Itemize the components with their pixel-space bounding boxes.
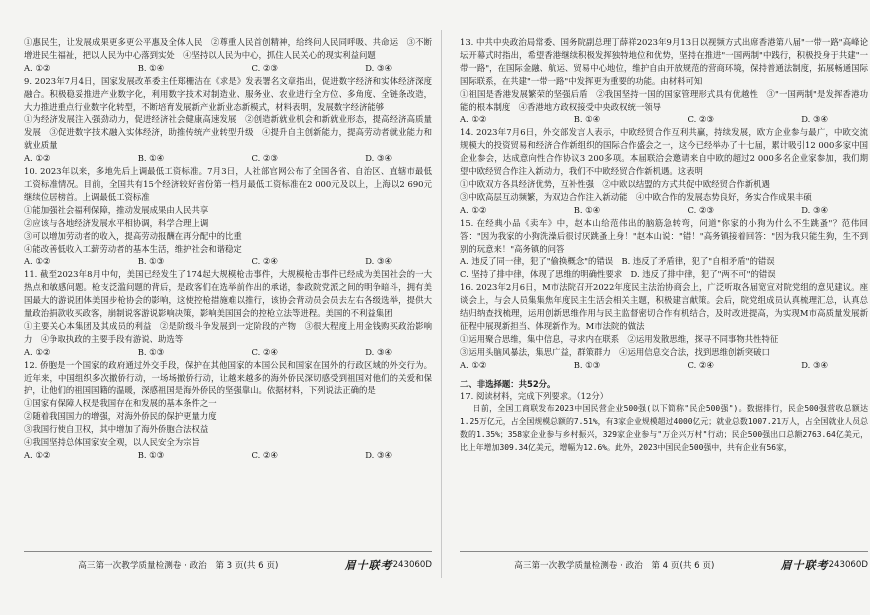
q13-items: ①祖国是香港发展繁荣的坚强后盾 ②我国坚持一国的国家管理形式具有优越性 ③"一国两制"是发挥香港功能的根本制度 ④香港地方政权接受中央政权统一领导 bbox=[460, 88, 868, 112]
choice: D. ③④ bbox=[801, 114, 828, 125]
paper-code: 243060D bbox=[828, 560, 868, 570]
choice: D. ③④ bbox=[365, 153, 392, 164]
q16-item: ③运用头脑风暴法，集思广益，群策群力 ④运用信息交合法，找到思维创新突破口 bbox=[460, 346, 770, 357]
q16-item: ①运用聚合思维，集中信息，寻求内在联系 ②运用发散思维，探寻不同事物共性特征 bbox=[460, 333, 779, 344]
choice: A. ①② bbox=[24, 346, 51, 357]
choice: D. ③④ bbox=[365, 346, 392, 357]
choice: D. ③④ bbox=[801, 204, 828, 215]
intro-choices bbox=[24, 62, 432, 75]
left-footer bbox=[24, 551, 432, 573]
left-column bbox=[24, 36, 432, 462]
q12-stem: 12. 侨胞是一个国家的政府通过外交手段，保护在其他国家的本国公民和国家在国外的行政区域的外交行为。近年来，中国组织多次撤侨行动，一场场撤侨行动，让越来越多的海外侨民深切感受到祖国对他们的关爱和保护，让他们的祖国国籍的温暖，深感祖国是海外侨民的坚强靠山。依据材料，下列说法正确的是 bbox=[24, 359, 432, 396]
q12-item: ②随着我国国力的增强，对海外侨民的保护更量力度 bbox=[24, 411, 217, 422]
q12-item: ①国家有保障人权是我国存在和发展的基本条件之一 bbox=[24, 398, 217, 409]
choice: B. ①④ bbox=[137, 153, 165, 164]
section-title: 二、非选择题：共52分。 bbox=[460, 378, 556, 389]
q11-choices bbox=[24, 346, 432, 359]
q16-choices bbox=[460, 359, 868, 372]
brand-logo: 眉十联考 bbox=[780, 559, 829, 572]
page-label: 高三第一次教学质量检测卷 · 政治 第 3 页(共 6 页) bbox=[78, 561, 279, 571]
choice: C. ②④ bbox=[251, 256, 278, 267]
q14-item: ③中欧高层互动频繁，为双边合作注入新动能 ④中欧合作的发展态势良好，务实合作成果丰硕 bbox=[460, 191, 812, 202]
choice: B. ①④ bbox=[573, 114, 601, 125]
choice: A. ①② bbox=[24, 153, 51, 164]
right-column bbox=[460, 36, 868, 455]
q10-item: ③可以增加劳动者的收入，提高劳动报酬在再分配中的比重 bbox=[24, 230, 242, 241]
q17-material: 日前，全国工商联发布2023中国民营企业500强(以下简称"民企500强")。数据排行，民企500强营收总额达1.25万亿元，占全国规模总额的7.51%，有3家企业规模超过4000亿元；就业总数1007.21万人，占全国就业人员总数的1.35%；358家企业参与乡村振兴，329家企业参与"万企兴万村"行动；民企500强出口总额2763.64亿美元，比上年增加309.34亿美元，增幅为12.6%。此外，2023中国民企500强中，共有企业有56家， bbox=[460, 404, 868, 453]
page-label: 高三第一次教学质量检测卷 · 政治 第 4 页(共 6 页) bbox=[514, 561, 715, 571]
q10-item: ①能加强社会福利保障，推动发展成果由人民共享 bbox=[24, 204, 209, 215]
choice: C. ②③ bbox=[251, 153, 278, 164]
q12-item: ③我国行使自卫权，其中增加了海外侨胞合法权益 bbox=[24, 424, 209, 435]
q10-item: ②应该与各地经济发展水平相协调，科学合理上调 bbox=[24, 217, 209, 228]
choice: A. ①② bbox=[24, 62, 51, 73]
q9-choices bbox=[24, 152, 432, 165]
q16-stem: 16. 2023年2月6日，M市法院召开2022年度民主法治协商会上，广泛听取各届宽宣对院党组的意见建议。座谈会上，与会人员集集焦年度民主生活会相关主题，积极建言献策。会后，院党组成员认真梳理汇总，认真总结归纳查找梳理，运用创新思维作用与民主监督密切合作有机结合，及时改进提高，为实现M市高质量发展新征程中展现新担当、体现新作为。M市法院的做法 bbox=[460, 282, 868, 331]
q13-stem: 13. 中共中央政治局常委、国务院副总理丁薛祥2023年9月13日以视频方式出席香港第八届"一带一路"高峰论坛开幕式时指出，希望香港继续积极发挥独特地位和优势，坚持在推进"一国两制"中践行，积极投身于共建"一带一路"，在国际金融、航运、贸易中心地位，维护自由开放规范的营商环境，保持普通法制度，拓展畅通国际国际联系，在共建"一带一路"中发挥更为重要的功能。由材料可知 bbox=[460, 37, 868, 86]
q11-stem: 11. 截至2023年8月中旬，美国已经发生了174起大规模枪击事件，大规模枪击事件已经成为美国社会的一大热点和敏感问题。枪支泛滥问题的背后，是政客们在选举前作出的承诺，参政院党派之间的明争暗斗，拥有美国最大的游说团体美国步枪协会的影响，这使控枪措施难以推行，该协会背动员会员去左右各级选举，提供大量政治捐款收买政客，崩制说客游说影响决策，影响美国国会的控枪立法等进程。美国的不利益集团 bbox=[24, 269, 432, 319]
q9-items: ①为经济发展注入强劲动力，促进经济社会健康高速发展 ②创造新就业机会和新就业形态，提高经济高质量发展 ③促进数字技术融入实体经济，助推传统产业转型升级 ④提升自主创新能力，提高劳动者就业能力和就业质量 bbox=[24, 114, 432, 151]
choice: A. ①② bbox=[24, 450, 51, 460]
right-footer bbox=[460, 551, 868, 573]
choice: C. ②④ bbox=[251, 346, 278, 357]
q13-choices bbox=[460, 113, 868, 126]
choice: B. ①④ bbox=[573, 204, 601, 215]
choice: C. ②③ bbox=[687, 114, 714, 125]
choice: D. ③④ bbox=[365, 256, 392, 267]
choice: B. ①③ bbox=[137, 450, 165, 460]
q15-item: C. 坚持了排中律，体现了思维的明确性要求 D. 违反了排中律，犯了"两不可"的错误 bbox=[460, 269, 776, 280]
q10-stem: 10. 2023年以来，多地先后上调最低工资标准。7月3日，人社部官网公布了全国各省、自治区、直辖市最低工资标准情况。目前，全国共有15个经济较好省份第一档月最低工资标准在2 000元及以上，上海以2 690元继续位居榜首。上调最低工资标准 bbox=[24, 166, 432, 202]
q17-stem: 17. 阅读材料，完成下列要求。（12分） bbox=[460, 391, 609, 402]
q11-items: ①主要关心本集团及其成员的利益 ②是阶级斗争发展到一定阶段的产物 ③很大程度上用金钱购买政治影响力 ④争取执政的主要手段有游说、助选等 bbox=[24, 320, 432, 344]
choice: B. ①④ bbox=[137, 62, 165, 73]
choice: D. ③④ bbox=[365, 450, 392, 460]
q12-choices bbox=[24, 449, 432, 462]
q14-stem: 14. 2023年7月6日，外交部发言人表示，中欧经贸合作互利共赢，持续发展，欧方企业参与最广，中欧交流规模大的投资贸易和经济合作新组织的国际合作盛会之一，这今已经举办了十七届，累计吸引12 000多家中国企业参会，达成意向性合作协议3 200多项。本届联洽会邀请来自中欧的超过2 000多名企业家参加，我们期望中欧经贸合作注入新动力，我们不中欧经贸合作新机遇。这表明 bbox=[460, 127, 868, 177]
choice: D. ③④ bbox=[801, 359, 828, 370]
intro-items: ①惠民生，让发展成果更多更公平惠及全体人民 ②尊重人民首创精神，给终问人民同呼吸、共命运 ③不断增进民生福祉，把以人民为中心落到实处 ④坚持以人民为中心，抓住人民关心的现实利益问题 bbox=[24, 37, 432, 60]
choice: A. ①② bbox=[460, 359, 487, 370]
choice: D. ③④ bbox=[365, 62, 392, 73]
choice: C. ②④ bbox=[251, 450, 278, 460]
q10-choices bbox=[24, 255, 432, 268]
q12-item: ④我国坚持总体国家安全观，以人民安全为宗旨 bbox=[24, 437, 200, 448]
choice: B. ①③ bbox=[137, 256, 165, 267]
choice: C. ②③ bbox=[251, 62, 278, 73]
choice: B. ①③ bbox=[137, 346, 165, 357]
choice: A. ①② bbox=[24, 256, 51, 267]
q10-item: ④能改善低收入工薪劳动者的基本生活，维护社会和谐稳定 bbox=[24, 243, 242, 254]
q14-choices bbox=[460, 204, 868, 217]
choice: C. ②③ bbox=[687, 204, 714, 215]
choice: C. ②④ bbox=[687, 359, 714, 370]
choice: A. ①② bbox=[460, 204, 487, 215]
q9-stem: 9. 2023年7月4日，国家发展改革委主任郑栅洁在《求是》发表署名文章指出，促进数字经济和实体经济深度融合。积极稳妥推进产业数字化，利用数字技术对制造业、服务业、农业进行全方位、多角度、全链条改造，大力推进重点行业数字化转型，不断培育发展新产业新业态新模式，材料表明，发展数字经济能够 bbox=[24, 75, 432, 112]
q14-item: ①中欧双方各具经济优势，互补性强 ②中欧以结盟的方式共促中欧经贸合作新机遇 bbox=[460, 178, 770, 189]
paper-code: 243060D bbox=[392, 560, 432, 570]
choice: A. ①② bbox=[460, 114, 487, 125]
choice: B. ①③ bbox=[573, 359, 601, 370]
q15-item: A. 违反了同一律，犯了"偷换概念"的错误 B. 违反了矛盾律，犯了"自相矛盾"的错误 bbox=[460, 256, 775, 267]
q15-stem: 15. 在经典小品《卖车》中，赵本山给范伟出的脑筋急转弯，问道"你家的小狗为什么不生跳蚤"？范伟回答："因为我家的小狗洗澡后很讨厌跳蚤上身！"赵本山说："错！"高务镇接着回答："因为我只能生狗，生不到别的玩意来！"高务镇的问答 bbox=[460, 217, 868, 254]
brand-logo: 眉十联考 bbox=[344, 559, 393, 572]
column-divider bbox=[441, 30, 442, 578]
